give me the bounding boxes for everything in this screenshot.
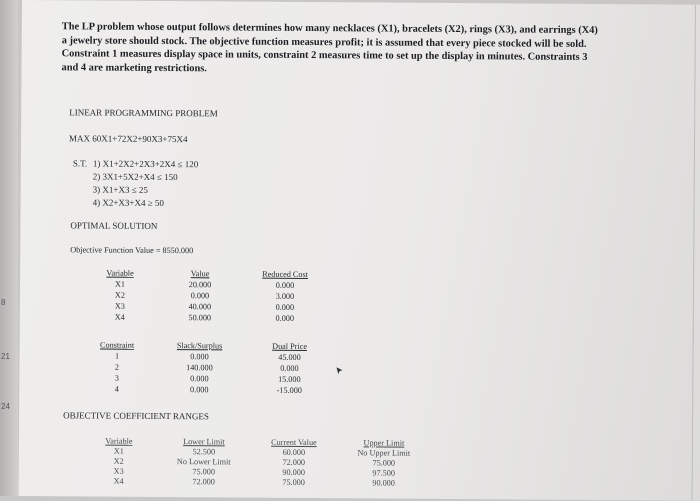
table-cell: 75.000 — [372, 458, 396, 468]
col-header-variable: Variable — [106, 268, 134, 278]
table-cell: 72.000 — [192, 477, 215, 487]
table-cell: X1 — [114, 279, 126, 289]
objective-value: Objective Function Value = 8550.000 — [70, 245, 194, 256]
table-cell: X2 — [114, 290, 125, 300]
constraint-3: 3) X1+X3 ≤ 25 — [92, 184, 148, 195]
table-cell: 3.000 — [275, 291, 295, 301]
table-cell: X2 — [113, 456, 124, 466]
table-cell: 45.000 — [278, 352, 301, 362]
table-cell: X4 — [113, 476, 124, 486]
table-cell: X3 — [113, 466, 124, 476]
constraint-1: 1) X1+2X2+2X3+2X4 ≤ 120 — [92, 158, 199, 170]
table-cell: 1 — [114, 351, 120, 361]
table-cell: 50.000 — [188, 313, 212, 323]
table-cell: 0.000 — [190, 385, 209, 395]
col-header-reduced-cost: Reduced Cost — [262, 269, 308, 280]
table-cell: No Lower Limit — [176, 457, 231, 467]
table-cell: 3 — [114, 373, 119, 383]
col-header-value: Value — [190, 269, 210, 279]
col-header-current-value: Current Value — [271, 437, 317, 448]
col-header-slack-surplus: Slack/Surplus — [176, 341, 223, 351]
table-cell: 75.000 — [192, 467, 215, 477]
table-cell: 4 — [114, 384, 119, 394]
table-cell: X3 — [114, 301, 125, 311]
document-page — [19, 0, 700, 501]
col-header-constraint: Constraint — [99, 340, 135, 350]
table-cell: 0.000 — [190, 291, 210, 301]
cursor-arrow-icon — [335, 366, 343, 375]
col-header-upper-limit: Upper Limit — [363, 438, 405, 448]
table-cell: 90.000 — [372, 478, 395, 488]
lp-heading: LINEAR PROGRAMMING PROBLEM — [69, 107, 218, 119]
table-cell: X4 — [114, 312, 125, 322]
table-cell: 140.000 — [186, 363, 213, 373]
table-cell: 0.000 — [275, 313, 295, 323]
table-cell: 0.000 — [275, 280, 295, 290]
col-header-lower-limit: Lower Limit — [183, 437, 225, 447]
table-cell: 2 — [114, 362, 120, 372]
ranges-heading: OBJECTIVE COEFFICIENT RANGES — [63, 410, 209, 422]
constraint-2: 2) 3X1+5X2+X4 ≤ 150 — [92, 171, 178, 183]
margin-mark: 21 — [1, 352, 10, 361]
table-cell: 0.000 — [280, 363, 299, 373]
table-cell: 15.000 — [278, 374, 301, 384]
table-cell: -15.000 — [276, 385, 302, 395]
table-cell: 75.000 — [282, 477, 305, 487]
problem-description: The LP problem whose output follows determines how many necklaces (X1), bracelets (X2), rings (X3), and earrings (X4) a jewelry store should stock. The objective function measures profit; it is assumed that every piece stocked will be sold. Constraint 1 measures display space in units, constraint 2 measures time to set up the display in minutes. Constraints 3 and 4 are marketing restrictions. — [61, 21, 598, 75]
table-cell: 72.000 — [282, 457, 306, 467]
table-cell: No Upper Limit — [357, 448, 411, 458]
col-header-dual-price: Dual Price — [272, 341, 308, 351]
st-label: S.T. — [72, 158, 88, 169]
constraint-4: 4) X2+X3+X4 ≥ 50 — [92, 197, 164, 208]
objective-function: MAX 60X1+72X2+90X3+75X4 — [69, 133, 188, 145]
table-cell: 90.000 — [282, 467, 305, 477]
col-header-variable: Variable — [105, 436, 133, 446]
table-cell: 20.000 — [188, 280, 212, 290]
table-cell: 40.000 — [188, 302, 212, 312]
page-fold — [692, 5, 696, 501]
table-cell: 0.000 — [275, 302, 295, 312]
margin-mark: 8 — [1, 298, 6, 307]
margin-mark: 24 — [1, 402, 10, 411]
table-cell: X1 — [113, 446, 124, 456]
table-cell: 52.500 — [192, 447, 216, 457]
optimal-solution-heading: OPTIMAL SOLUTION — [70, 220, 158, 231]
table-cell: 0.000 — [190, 352, 209, 362]
adjacent-page-edge — [0, 0, 18, 496]
table-cell: 0.000 — [190, 374, 209, 384]
table-cell: 97.500 — [372, 468, 395, 478]
table-cell: 60.000 — [282, 447, 306, 457]
